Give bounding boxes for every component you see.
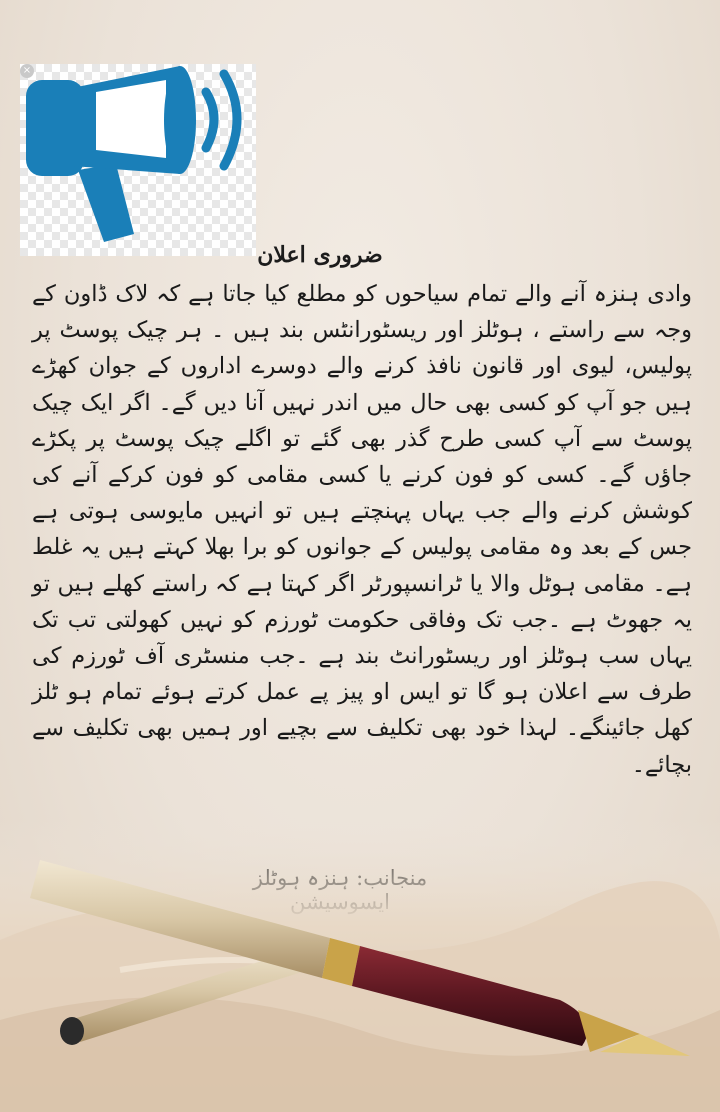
fountain-pen-icon — [0, 820, 720, 1112]
notice-body: وادی ہنزہ آنے والے تمام سیاحوں کو مطلع کیا جاتا ہے کہ لاک ڈاون کے وجہ سے راستے ، ہوٹلز اور ریسٹورانٹس بند ہیں ۔ ہر چیک پوسٹ پر پولیس، لیوی اور قانون نافذ کرنے والے دوسرے اداروں کے جوان کھڑے ہیں جو آپ کو کسی بھی حال میں اندر نہیں آنا دیں گے۔ اگر ایک چیک پوسٹ سے آپ کسی طرح گذر بھی گئے تو اگلے چیک پوسٹ پر پکڑے جاؤں گے۔ کسی کو فون کرنے یا کسی مقامی کو فون کرکے آنے کی کوشش کرنے والے جب یہاں پہنچتے ہیں تو انہیں مایوسی ہوتی ہے جس کے بعد وہ مقامی پولیس کے جوانوں کو برا بھلا کہتے ہیں یہ غلط ہے۔ مقامی ہوٹل والا یا ٹرانسپورٹر اگر کہتا ہے کہ راستے کھلے ہیں تو یہ جھوٹ ہے ۔جب تک وفاقی حکومت ٹورزم کو نہیں کھولتی تب تک یہاں سب ہوٹلز اور ریسٹورانٹ بند ہے ۔جب منسٹری آف ٹورزم کی طرف سے اعلان ہو گا تو ایس او پیز پے عمل کرتے ہوئے تمام ہو ٹلز کھل جائینگے۔ لہذا خود بھی تکلیف سے بچیے اور ہمیں بھی تکلیف سے بچائے۔ — [32, 281, 692, 778]
close-icon[interactable]: × — [20, 64, 34, 78]
notice-title: ضروری اعلان — [257, 242, 383, 268]
megaphone-icon — [20, 58, 256, 258]
